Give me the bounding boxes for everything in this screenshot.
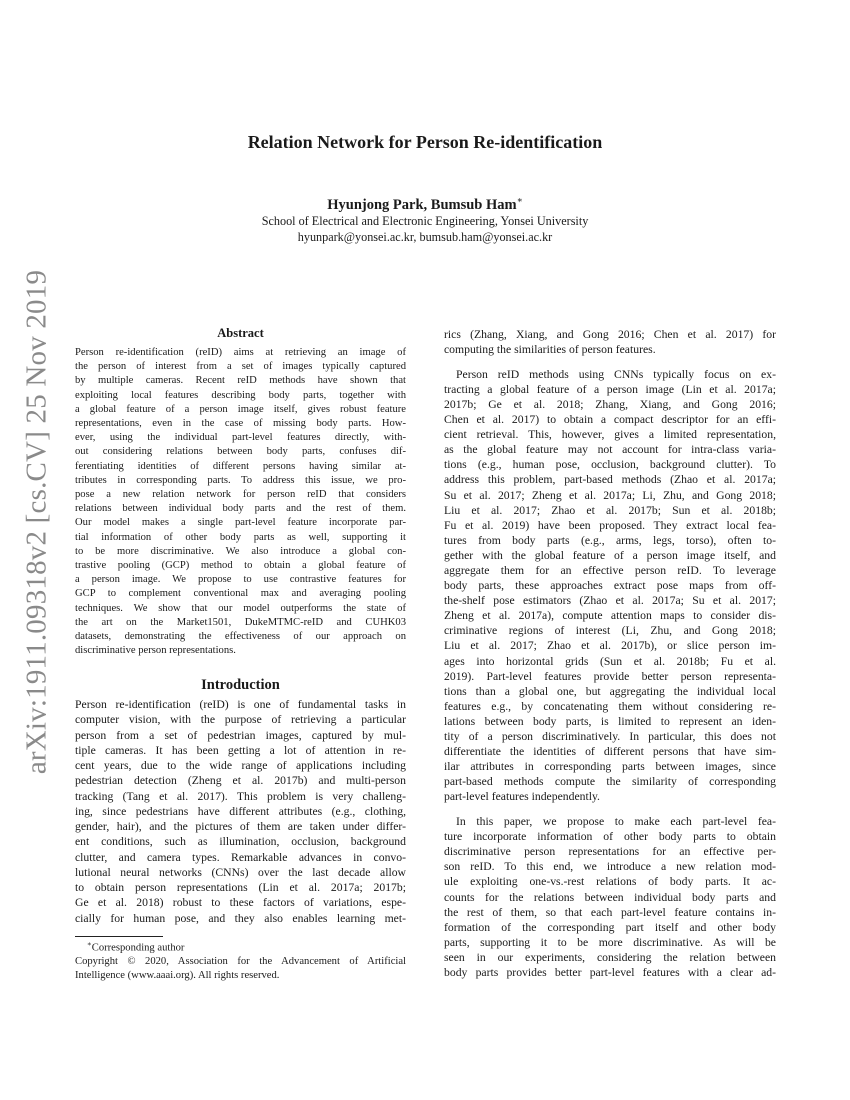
text-line: parts, supporting it to be more discriminative. As will be xyxy=(444,935,776,949)
text-line: Person reID methods using CNNs typically focus on ex- xyxy=(456,367,776,381)
text-line: tiple cameras. It has been getting a lot of attention in re- xyxy=(75,743,406,757)
text-line: as the global feature may not account for intra-class varia- xyxy=(444,443,776,457)
text-line: tracking (Tang et al. 2017). This problem is very challeng- xyxy=(75,789,406,803)
paragraph xyxy=(444,327,776,357)
text-line: person from a set of pedestrian images, captured by mul- xyxy=(75,728,406,742)
introduction-heading: Introduction xyxy=(201,677,280,693)
text-line: the rest of them, so that each part-level feature contains in- xyxy=(444,905,776,919)
text-line: gender, hair), and the pictures of them are taken under differ- xyxy=(75,820,406,833)
text-line: discriminative person representations for an effective per- xyxy=(444,845,776,859)
text-line: computer vision, with the purpose of retrieving a particular xyxy=(75,713,406,727)
text-line: In this paper, we propose to make each part-level fea- xyxy=(456,815,776,829)
text-line: tions than a global one, but aggregating the individual local xyxy=(444,684,776,698)
text-line: trastive pooling (GCP) method to obtain a global feature of xyxy=(75,560,406,572)
text-line: lations between body parts, is limited to represent an iden- xyxy=(444,714,776,728)
text-line: Chen et al. 2017) to obtain a compact descriptor for an effi- xyxy=(444,413,776,427)
text-line: part-based methods compute the similarity of corresponding xyxy=(444,775,776,789)
text-line: ent conditions, such as illumination, occlusion, background xyxy=(75,835,406,849)
text-line: body parts, these approaches extract pose maps from off- xyxy=(444,579,776,593)
text-line: GCP to complement conventional max and averaging pooling xyxy=(75,588,406,600)
text-line: tributes in corresponding parts. To address this issue, we pro- xyxy=(75,474,406,486)
text-line: Person re-identification (reID) is one of fundamental tasks in xyxy=(75,698,406,711)
text-line: criminative regions of interest (Li, Zhu, and Gong 2018; xyxy=(444,624,776,638)
text-line: Copyright © 2020, Association for the Advancement of Artificial xyxy=(75,956,406,968)
text-line: to be more discriminative. We also introduce a global con- xyxy=(75,545,406,557)
text-line: rics (Zhang, Xiang, and Gong 2016; Chen et al. 2017) for xyxy=(444,328,776,341)
text-line: ever, using the individual part-level features directly, with- xyxy=(75,432,406,444)
text-line: tial information of other body parts as well, supporting it xyxy=(75,531,406,543)
authors xyxy=(0,195,850,214)
text-line: body parts provides better part-level features with a clear ad- xyxy=(444,966,776,980)
text-line: ule exploiting one-vs.-rest relations of body parts. It ac- xyxy=(444,875,776,889)
corresponding-author-note xyxy=(75,938,406,955)
text-line: datasets, demonstrating the effectiveness of our approach on xyxy=(75,631,406,643)
text-line: features e.g., by concatenating them without considering re- xyxy=(444,699,776,713)
text-line: Fu et al. 2019) have been proposed. They extract local fea- xyxy=(444,518,776,532)
text-line: Intelligence (www.aaai.org). All rights reserved. xyxy=(75,969,280,981)
text-line: exploiting local features describing body parts, together with xyxy=(75,389,406,401)
arxiv-stamp: arXiv:1911.09318v2 [cs.CV] 25 Nov 2019 xyxy=(20,269,53,775)
text-line: representations, even in the case of missing body parts. How- xyxy=(75,418,406,430)
text-line: the art on the Market1501, DukeMTMC-reID and CUHK03 xyxy=(75,616,406,628)
text-line: clutter, and camera types. Remarkable advances in convo- xyxy=(75,850,406,864)
corresponding-author-text: Corresponding author xyxy=(91,942,185,954)
text-line: formation of the corresponding part itself and other body xyxy=(444,920,776,934)
text-line: 2017b; Ge et al. 2018; Zhang, Xiang, and Gong 2016; xyxy=(444,397,776,411)
abstract-body xyxy=(75,346,406,658)
text-line: Liu et al. 2017; Zhao et al. 2017b), or slice person im- xyxy=(444,639,776,653)
text-line: cent years, due to the wide range of applications including xyxy=(75,759,406,772)
text-line: Su et al. 2017; Zheng et al. 2017a; Li, Zhu, and Gong 2018; xyxy=(444,488,776,502)
text-line: lutional neural networks (CNNs) over the last decade allow xyxy=(75,865,406,879)
text-line: by multiple cameras. Recent reID methods have shown that xyxy=(75,375,406,387)
footnote xyxy=(75,938,406,982)
text-line: Zheng et al. 2017a), compute attention maps to consider dis- xyxy=(444,609,776,623)
text-line: counts for the relations between individual body parts and xyxy=(444,890,776,904)
paragraph xyxy=(444,814,776,980)
text-line: Person re-identification (reID) aims at retrieving an image of xyxy=(75,347,406,358)
text-line: discriminative person representations. xyxy=(75,645,236,657)
text-line: aggregate them for an effective person reID. To leverage xyxy=(444,564,776,577)
affiliation: School of Electrical and Electronic Engineering, Yonsei University xyxy=(261,214,589,228)
text-line: the-shelf pose estimators (Zhao et al. 2017a; Su et al. 2017; xyxy=(444,594,776,608)
text-line: address this problem, part-based methods (Zhao et al. 2017a; xyxy=(444,473,776,487)
text-line: seen in our experiments, considering the relation between xyxy=(444,950,776,964)
introduction-body xyxy=(75,697,406,926)
text-line: a person image. We propose to use contrastive features for xyxy=(75,574,406,586)
text-line: Ge et al. 2018) robust to these factors of variations, espe- xyxy=(75,896,406,910)
footnote-mark: ∗ xyxy=(87,940,92,948)
text-line: tions (e.g., human pose, occlusion, background clutter). To xyxy=(444,458,776,472)
text-line: techniques. We show that our model outperforms the state of xyxy=(75,602,406,614)
paragraph xyxy=(444,367,776,805)
text-line: computing the similarities of person features. xyxy=(444,343,656,357)
text-line: Our model makes a single part-level feature incorporate par- xyxy=(75,517,406,529)
text-line: son reID. To this end, we introduce a new relation mod- xyxy=(444,860,776,874)
text-line: Liu et al. 2017; Zhao et al. 2017b; Sun et al. 2018b; xyxy=(444,503,776,517)
text-line: pose a new relation network for person reID that considers xyxy=(75,489,406,501)
text-line: to obtain person representations (Lin et al. 2017a; 2017b; xyxy=(75,881,406,894)
author-emails: hyunpark@yonsei.ac.kr, bumsub.ham@yonsei.ac.kr xyxy=(297,230,553,244)
text-line: ilar attributes in corresponding parts between images, since xyxy=(444,760,776,774)
text-line: part-level features independently. xyxy=(444,790,600,804)
text-line: differentiate the identities of different persons that have sim- xyxy=(444,745,776,759)
text-line: tity of a person discriminatively. In particular, this does not xyxy=(444,730,776,744)
right-column xyxy=(444,327,776,990)
text-line: pedestrian detection (Zheng et al. 2017b) and multi-person xyxy=(75,774,406,788)
text-line: ages into horizontal grids (Sun et al. 2018b; Fu et al. xyxy=(444,654,776,668)
text-line: ing, since pedestrians have different attributes (e.g., clothing, xyxy=(75,804,406,818)
text-line: ture incorporate information of other body parts to obtain xyxy=(444,830,776,844)
text-line: a global feature of a person image itself, gives robust feature xyxy=(75,403,406,415)
text-line: ferentiating identities of different persons having similar at- xyxy=(75,460,406,472)
text-line: out considering relations between body parts, confuses dif- xyxy=(75,446,406,458)
text-line: cient retrieval. This, however, gives a limited representation, xyxy=(444,428,776,442)
text-line: gether with the global feature of a person image itself, and xyxy=(444,548,776,562)
abstract-heading: Abstract xyxy=(217,326,264,340)
text-line: relations between individual body parts and the rest of them. xyxy=(75,503,406,515)
copyright-notice xyxy=(75,955,406,982)
text-line: tures from body parts (e.g., arms, legs, torso), often to- xyxy=(444,533,776,547)
paper-title: Relation Network for Person Re-identification xyxy=(247,132,603,152)
corresponding-mark: ∗ xyxy=(516,195,523,205)
text-line: cially for human pose, and they also enables learning met- xyxy=(75,911,406,925)
text-line: 2019). Part-level features provide better person representa- xyxy=(444,669,776,683)
author-names: Hyunjong Park, Bumsub Ham xyxy=(327,196,517,213)
text-line: tracting a global feature of a person image (Lin et al. 2017a; xyxy=(444,382,776,396)
footnote-divider xyxy=(75,936,163,937)
text-line: the person of interest from a set of images typically captured xyxy=(75,361,406,373)
